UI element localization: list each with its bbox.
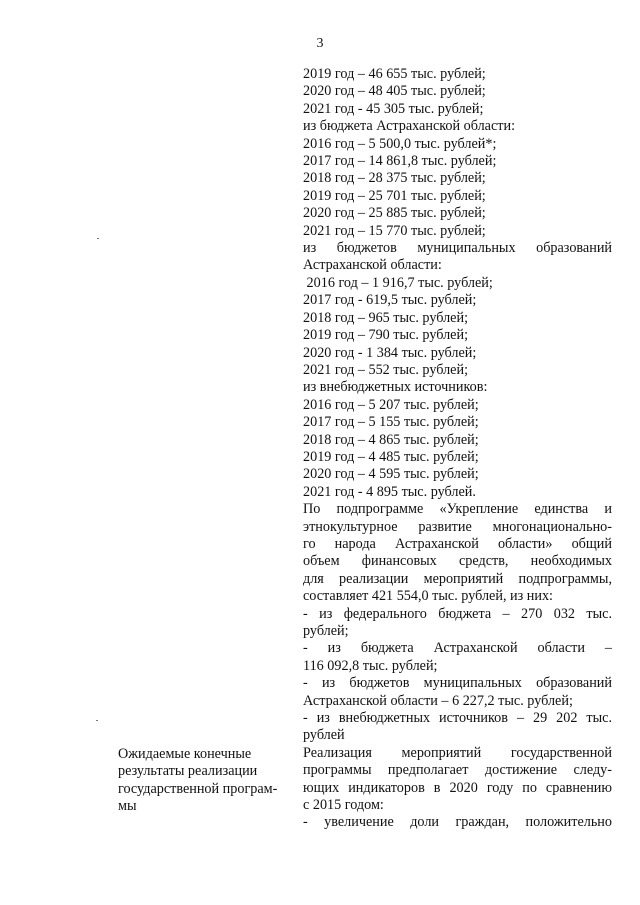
results-label-line: государственной програм- [118, 780, 278, 797]
page-number: 3 [316, 36, 324, 51]
text-line: - из бюджета Астраханской области – [303, 640, 612, 657]
results-label-line: результаты реализации [118, 763, 258, 780]
text-line: 2020 год – 48 405 тыс. рублей; [303, 83, 486, 100]
text-line: - из бюджетов муниципальных образований [303, 675, 612, 692]
text-line: - из федерального бюджета – 270 032 тыс. [303, 605, 612, 622]
text-line: 2018 год – 28 375 тыс. рублей; [303, 170, 486, 187]
financing-text-column [303, 66, 612, 832]
text-line: из внебюджетных источников: [303, 379, 488, 396]
text-line: 2021 год - 4 895 тыс. рублей. [303, 483, 476, 500]
text-line: 2017 год - 619,5 тыс. рублей; [303, 292, 477, 309]
text-line: 2019 год – 25 701 тыс. рублей; [303, 187, 486, 204]
text-line: 2020 год – 25 885 тыс. рублей; [303, 205, 486, 222]
text-line: Астраханской области – 6 227,2 тыс. рублей; [303, 692, 573, 709]
text-line: 2016 год – 5 207 тыс. рублей; [303, 396, 479, 413]
text-line: 2018 год – 4 865 тыс. рублей; [303, 431, 479, 448]
text-line: - из внебюджетных источников – 29 202 тыс. [303, 710, 612, 727]
text-line: 2016 год – 1 916,7 тыс. рублей; [303, 274, 493, 291]
text-line: рублей; [303, 623, 349, 639]
scan-speck [96, 720, 98, 721]
text-line: 2021 год - 45 305 тыс. рублей; [303, 100, 484, 117]
text-line: 2017 год – 14 861,8 тыс. рублей; [303, 153, 497, 170]
text-line: 2019 год – 46 655 тыс. рублей; [303, 66, 486, 82]
text-line: 2019 год – 790 тыс. рублей; [303, 327, 469, 344]
text-line: 2016 год – 5 500,0 тыс. рублей*; [303, 135, 497, 152]
text-line: 2018 год – 965 тыс. рублей; [303, 309, 469, 326]
text-line: По подпрограмме «Укрепление единства и [303, 501, 612, 518]
results-label [118, 746, 293, 816]
text-line: Астраханской области: [303, 257, 442, 274]
text-line: рублей [303, 727, 345, 744]
text-line: из бюджетов муниципальных образований [303, 240, 612, 257]
text-line: из бюджета Астраханской области: [303, 118, 516, 135]
results-label-line: мы [118, 798, 137, 815]
text-line: 2021 год – 552 тыс. рублей; [303, 361, 469, 378]
text-line: объем финансовых средств, необходимых [303, 553, 612, 570]
text-line: 2019 год – 4 485 тыс. рублей; [303, 448, 479, 465]
results-text-line: с 2015 годом: [303, 797, 384, 814]
text-line: 2020 год – 4 595 тыс. рублей; [303, 466, 479, 483]
text-line: 2020 год - 1 384 тыс. рублей; [303, 344, 477, 361]
results-text-line: программы предполагает достижение следу- [303, 762, 612, 779]
text-line: 2021 год – 15 770 тыс. рублей; [303, 222, 486, 239]
text-line: этнокультурное развитие многонационально- [303, 518, 612, 535]
results-text-line: ющих индикаторов в 2020 году по сравнению [303, 779, 612, 796]
text-line: составляет 421 554,0 тыс. рублей, из них: [303, 588, 553, 605]
results-text-line: Реализация мероприятий государственной [303, 744, 612, 761]
text-line: для реализации мероприятий подпрограммы, [303, 570, 612, 587]
scan-speck [97, 238, 99, 239]
results-label-line: Ожидаемые конечные [118, 746, 252, 762]
text-line: 2017 год – 5 155 тыс. рублей; [303, 414, 479, 431]
results-text-line: - увеличение доли граждан, положительно [303, 814, 612, 831]
text-line: го народа Астраханской области» общий [303, 535, 612, 552]
text-line: 116 092,8 тыс. рублей; [303, 657, 438, 674]
